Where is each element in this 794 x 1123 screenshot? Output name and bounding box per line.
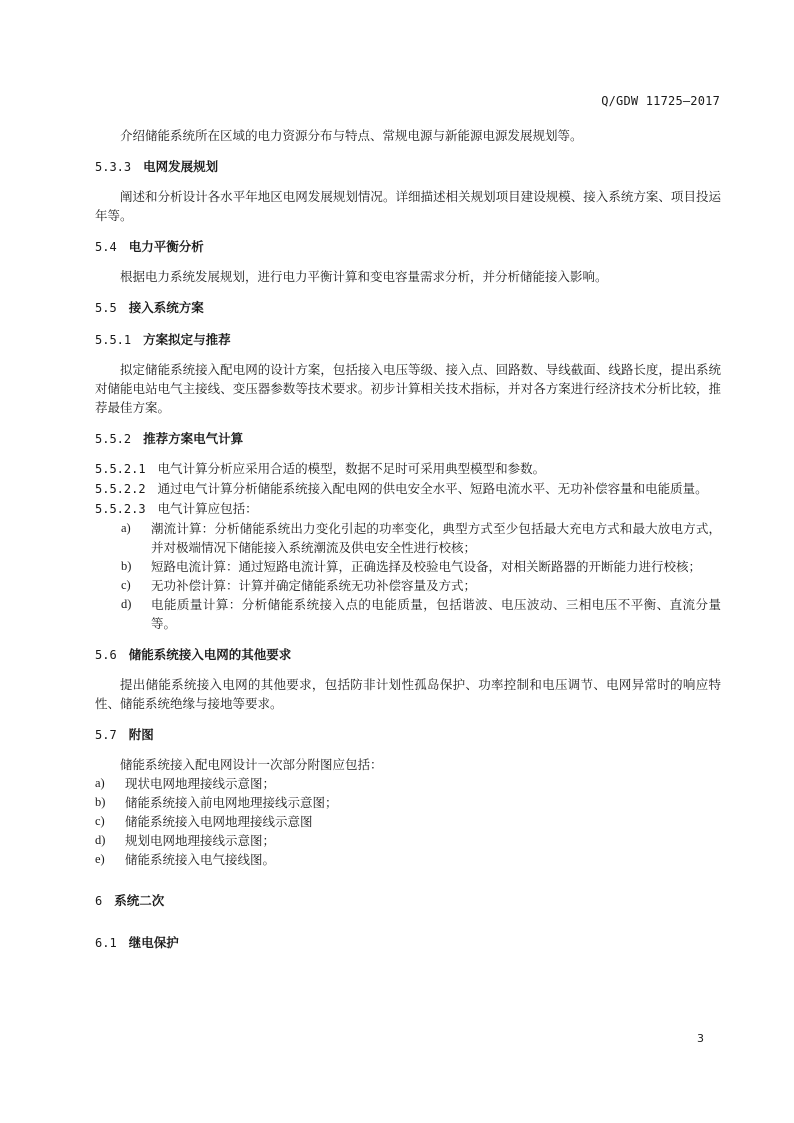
- list-item-text: 电能质量计算：分析储能系统接入点的电能质量，包括谐波、电压波动、三相电压不平衡、直流分量等。: [151, 597, 721, 631]
- list-marker: b): [95, 795, 106, 809]
- list-item: [121, 519, 721, 557]
- section-number: 5.3.3: [95, 160, 132, 174]
- list-marker: a): [121, 521, 131, 535]
- section-number: 5.5.1: [95, 333, 132, 347]
- list-item-text: 现状电网地理接线示意图；: [125, 776, 276, 791]
- calculation-list: [95, 519, 721, 633]
- clause-5-5-2-3: [95, 499, 721, 519]
- list-item-text: 储能系统接入电网地理接线示意图: [125, 814, 313, 829]
- list-item-text: 储能系统接入前电网地理接线示意图；: [125, 795, 338, 810]
- clause-text: 电气计算分析应采用合适的模型，数据不足时可采用典型模型和参数。: [157, 461, 546, 476]
- figure-list: [95, 774, 721, 869]
- paragraph: 根据电力系统发展规划，进行电力平衡计算和变电容量需求分析，并分析储能接入影响。: [120, 269, 608, 284]
- paragraph: 拟定储能系统接入配电网的设计方案，包括接入电压等级、接入点、回路数、导线截面、线路长度，提出系统对储能电站电气主接线、变压器参数等技术要求。初步计算相关技术指标，并对各方案进行经济技术分析比较，推荐最佳方案。: [95, 362, 721, 415]
- list-item: [121, 557, 721, 576]
- section-heading-5-7: [95, 725, 721, 745]
- clause-text: 电气计算应包括：: [157, 501, 258, 516]
- list-marker: d): [95, 833, 106, 847]
- page-content: [95, 126, 721, 953]
- paragraph: 储能系统接入配电网设计一次部分附图应包括：: [120, 757, 383, 772]
- section-title: 储能系统接入电网的其他要求: [128, 647, 292, 662]
- section-heading-5-5: [95, 298, 721, 318]
- list-item-text: 无功补偿计算：计算并确定储能系统无功补偿容量及方式；: [151, 578, 477, 593]
- section-title: 系统二次: [114, 893, 165, 908]
- section-number: 5.4: [95, 240, 117, 254]
- section-heading-5-5-1: [95, 330, 721, 350]
- section-title: 推荐方案电气计算: [143, 431, 244, 446]
- section-title: 方案拟定与推荐: [143, 332, 231, 347]
- section-title: 附图: [128, 727, 154, 742]
- clause-number: 5.5.2.1: [95, 462, 146, 476]
- list-item-text: 潮流计算：分析储能系统出力变化引起的功率变化，典型方式至少包括最大充电方式和最大放电方式，并对极端情况下储能接入系统潮流及供电安全性进行校核；: [151, 521, 721, 555]
- section-heading-5-3-3: [95, 157, 721, 177]
- section-title: 电网发展规划: [143, 159, 219, 174]
- list-item-text: 储能系统接入电气接线图。: [125, 852, 276, 867]
- section-number: 5.7: [95, 728, 117, 742]
- section-number: 5.5.2: [95, 432, 132, 446]
- clause-5-5-2-2: [95, 479, 721, 499]
- section-title: 继电保护: [128, 935, 179, 950]
- section-number: 6: [95, 894, 103, 908]
- clause-5-5-2-1: [95, 459, 721, 479]
- section-number: 5.6: [95, 648, 117, 662]
- list-item: [121, 576, 721, 595]
- list-marker: b): [121, 559, 132, 573]
- list-item: [121, 595, 721, 633]
- list-item-text: 规划电网地理接线示意图；: [125, 833, 276, 848]
- list-marker: a): [95, 776, 105, 790]
- list-marker: c): [95, 814, 105, 828]
- list-item-text: 短路电流计算：通过短路电流计算，正确选择及校验电气设备，对相关断路器的开断能力进行校核；: [151, 559, 702, 574]
- page-number: 3: [697, 1032, 704, 1045]
- list-item: [95, 831, 721, 850]
- list-marker: d): [121, 597, 132, 611]
- list-item: [95, 812, 721, 831]
- document-id-header: Q/GDW 11725—2017: [601, 94, 720, 108]
- section-title: 电力平衡分析: [128, 239, 204, 254]
- list-item: [95, 850, 721, 869]
- chapter-heading-6: [95, 891, 721, 911]
- clause-number: 5.5.2.3: [95, 502, 146, 516]
- paragraph: 阐述和分析设计各水平年地区电网发展规划情况。详细描述相关规划项目建设规模、接入系统方案、项目投运年等。: [95, 189, 721, 223]
- section-heading-5-6: [95, 645, 721, 665]
- section-heading-5-4: [95, 237, 721, 257]
- list-marker: e): [95, 852, 105, 866]
- list-item: [95, 793, 721, 812]
- section-heading-6-1: [95, 933, 721, 953]
- paragraph: 介绍储能系统所在区域的电力资源分布与特点、常规电源与新能源电源发展规划等。: [120, 128, 583, 143]
- list-marker: c): [121, 578, 131, 592]
- list-item: [95, 774, 721, 793]
- clause-number: 5.5.2.2: [95, 482, 146, 496]
- section-heading-5-5-2: [95, 429, 721, 449]
- paragraph: 提出储能系统接入电网的其他要求，包括防非计划性孤岛保护、功率控制和电压调节、电网异常时的响应特性、储能系统绝缘与接地等要求。: [95, 677, 721, 711]
- clause-text: 通过电气计算分析储能系统接入配电网的供电安全水平、短路电流水平、无功补偿容量和电能质量。: [157, 481, 708, 496]
- section-number: 6.1: [95, 936, 117, 950]
- section-title: 接入系统方案: [128, 300, 204, 315]
- section-number: 5.5: [95, 301, 117, 315]
